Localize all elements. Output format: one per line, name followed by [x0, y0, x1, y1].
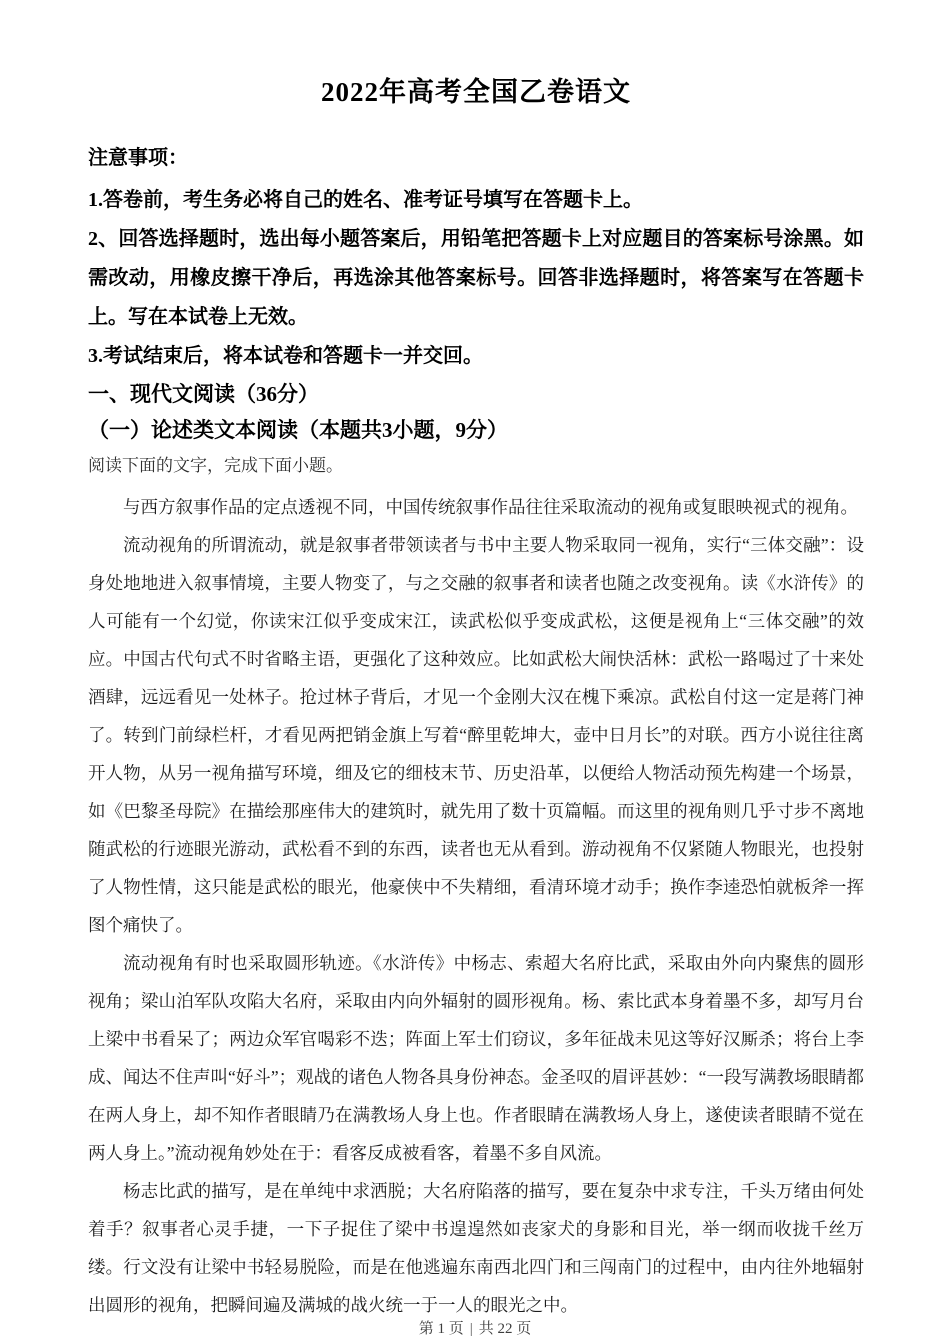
notice-item-1: 1.答卷前，考生务必将自己的姓名、准考证号填写在答题卡上。	[88, 189, 643, 211]
reading-instruction: 阅读下面的文字，完成下面小题。	[88, 456, 343, 475]
footer-separator: |	[469, 1321, 473, 1337]
passage-paragraph: 流动视角的所谓流动，就是叙事者带领读者与书中主要人物采取同一视角，实行“三体交融”：设身处地地进入叙事情境，主要人物变了，与之交融的叙事者和读者也随之改变视角。读《水浒传》的人可能有一个幻觉，你读宋江似乎变成宋江，读武松似乎变成武松，这便是视角上“三体交融”的效应。中国古代句式不时省略主语，更强化了这种效应。比如武松大闹快活林：武松一路喝过了十来处酒肆，远远看见一处林子。抢过林子背后，才见一个金刚大汉在槐下乘凉。武松自付这一定是蒋门神了。转到门前绿栏杆，才看见两把销金旗上写着“醉里乾坤大，壶中日月长”的对联。西方小说往往离开人物，从另一视角描写环境，细及它的细枝末节、历史沿革，以便给人物活动预先构建一个场景，如《巴黎圣母院》在描绘那座伟大的建筑时，就先用了数十页篇幅。而这里的视角则几乎寸步不离地随武松的行迹眼光游动，武松看不到的东西，读者也无从看到。游动视角不仅紧随人物眼光，也投射了人物性情，这只能是武松的眼光，他豪侠中不失精细，看清环境才动手；换作李逵恐怕就板斧一挥图个痛快了。	[88, 535, 864, 935]
footer-page-number: 第 1 页	[418, 1321, 464, 1337]
passage-paragraph: 流动视角有时也采取圆形轨迹。《水浒传》中杨志、索超大名府比武，采取由外向内聚焦的圆形视角；梁山泊军队攻陷大名府，采取由内向外辐射的圆形视角。杨、索比武本身着墨不多，却写月台上梁中书看呆了；两边众军官喝彩不迭；阵面上军士们窃议，多年征战未见这等好汉厮杀；将台上李成、闻达不住声叫“好斗”；观战的诸色人物各具身份神态。金圣叹的眉评甚妙：“一段写满教场眼睛都在两人身上，却不知作者眼睛乃在满教场人身上也。作者眼睛在满教场人身上，遂使读者眼睛不觉在两人身上。”流动视角妙处在于：看客反成被看客，着墨不多自风流。	[88, 953, 864, 1163]
reading-passage	[88, 488, 864, 1324]
footer-page-total: 共 22 页	[478, 1321, 532, 1337]
notice-item-2: 2、回答选择题时，选出每小题答案后，用铅笔把答题卡上对应题目的答案标号涂黑。如需改动，用橡皮擦干净后，再选涂其他答案标号。回答非选择题时，将答案写在答题卡上。写在本试卷上无效。	[88, 228, 864, 328]
section-heading-modern-reading: 一、现代文阅读（36分）	[88, 382, 319, 406]
subsection-heading-argumentative-reading: （一）论述类文本阅读（本题共3小题，9分）	[88, 418, 508, 442]
page-footer	[0, 1317, 950, 1338]
passage-paragraph: 与西方叙事作品的定点透视不同，中国传统叙事作品往往采取流动的视角或复眼映视式的视角。	[123, 497, 858, 517]
page-title: 2022年高考全国乙卷语文	[321, 77, 631, 107]
passage-paragraph: 杨志比武的描写，是在单纯中求洒脱；大名府陷落的描写，要在复杂中求专注，千头万绪由何处着手？叙事者心灵手捷，一下子捉住了梁中书遑遑然如丧家犬的身影和目光，举一纲而收拢千丝万缕。行文没有让梁中书轻易脱险，而是在他逃遍东南西北四门和三闯南门的过程中，由内往外地辐射出圆形的视角，把瞬间遍及满城的战火统一于一人的眼光之中。	[88, 1181, 864, 1315]
notice-section	[88, 143, 864, 376]
notice-heading: 注意事项：	[88, 147, 188, 169]
notice-item-3: 3.考试结束后，将本试卷和答题卡一并交回。	[88, 345, 483, 367]
